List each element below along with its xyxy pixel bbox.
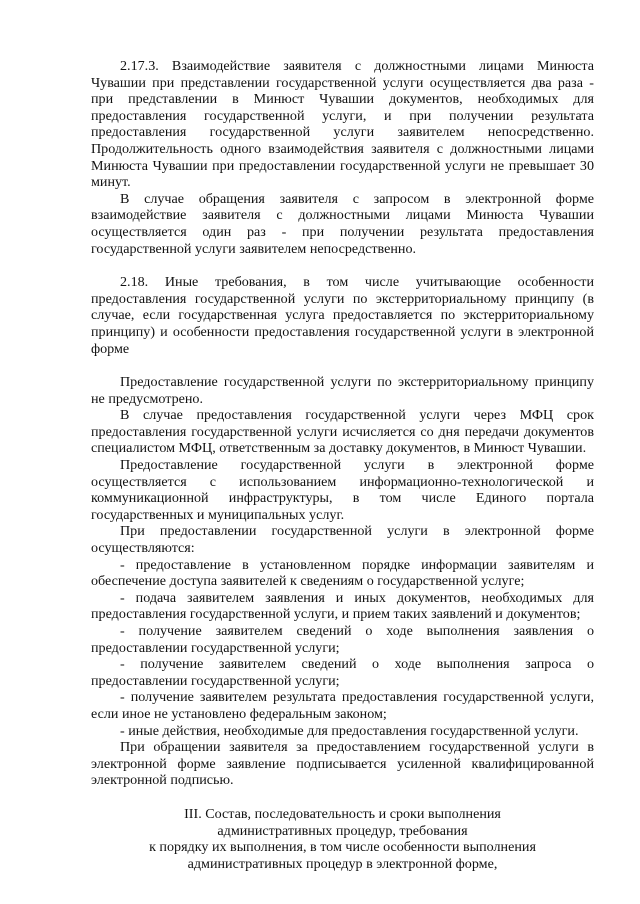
list-item: - иные действия, необходимые для предоставления государственной услуги. xyxy=(120,722,579,739)
paragraph-2-17-3: 2.17.3. Взаимодействие заявителя с должностными лицами Минюста Чувашии при представлении государственной услуги осуществляется два раза - при представлении в Минюст Чувашии документов, необходимых для предоставления государственной услуги, и при получении результата предоставления государственной услуги заявителем непосредственно. Продолжительность одного взаимодействия заявителя с должностными лицами Минюста Чувашии при предоставлении государственной услуги не превышает 30 минут. xyxy=(91,58,594,191)
heading-line: III. Состав, последовательность и сроки выполнения xyxy=(184,805,501,822)
spacer xyxy=(91,257,594,274)
paragraph-signature: При обращении заявителя за предоставлением государственной услуги в электронной форме заявление подписывается усиленной квалифицированной электронной подписью. xyxy=(91,739,594,789)
section-3-heading xyxy=(91,806,594,872)
list-item: - подача заявителем заявления и иных документов, необходимых для предоставления государственной услуги, и прием таких заявлений и документов; xyxy=(91,589,594,623)
list-item: - получение заявителем сведений о ходе выполнения заявления о предоставлении государственной услуги; xyxy=(91,623,594,656)
paragraph-electronic-interaction: В случае обращения заявителя с запросом в электронной форме взаимодействие заявителя с должностными лицами Минюста Чувашии осуществляется один раз - при получении результата предоставления государственной услуги заявителем непосредственно. xyxy=(91,190,594,257)
heading-line: административных процедур в электронной форме, xyxy=(187,855,498,872)
paragraph-mfc-term: В случае предоставления государственной услуги через МФЦ срок предоставления государственной услуги исчисляется со дня передачи документов специалистом МФЦ, ответственным за доставку документов, в Минюст Чувашии. xyxy=(91,407,594,457)
spacer xyxy=(91,789,594,806)
heading-line: административных процедур, требования xyxy=(217,822,468,839)
section-2-18-title: 2.18. Иные требования, в том числе учитывающие особенности предоставления государственной услуги по экстерриториальному принципу (в случае, если государственная услуга предоставляется по экстерриториальному принципу) и особенности предоставления государственной услуги в электронной форме xyxy=(91,274,594,357)
list-item: - получение заявителем результата предоставления государственной услуги, если иное не установлено федеральным законом; xyxy=(91,689,594,722)
paragraph-extraterritorial: Предоставление государственной услуги по экстерриториальному принципу не предусмотрено. xyxy=(91,374,594,407)
list-item: - предоставление в установленном порядке информации заявителям и обеспечение доступа заявителей к сведениям о государственной услуге; xyxy=(91,556,594,590)
list-item: - получение заявителем сведений о ходе выполнения запроса о предоставлении государственной услуги; xyxy=(91,656,594,689)
spacer xyxy=(91,357,594,374)
heading-line: к порядку их выполнения, в том числе особенности выполнения xyxy=(149,839,536,856)
paragraph-electronic-list-intro: При предоставлении государственной услуги в электронной форме осуществляются: xyxy=(91,523,594,557)
paragraph-electronic-form: Предоставление государственной услуги в электронной форме осуществляется с использованием информационно-технологической и коммуникационной инфраструктуры, в том числе Единого портала государственных и муниципальных услуг. xyxy=(91,457,594,523)
